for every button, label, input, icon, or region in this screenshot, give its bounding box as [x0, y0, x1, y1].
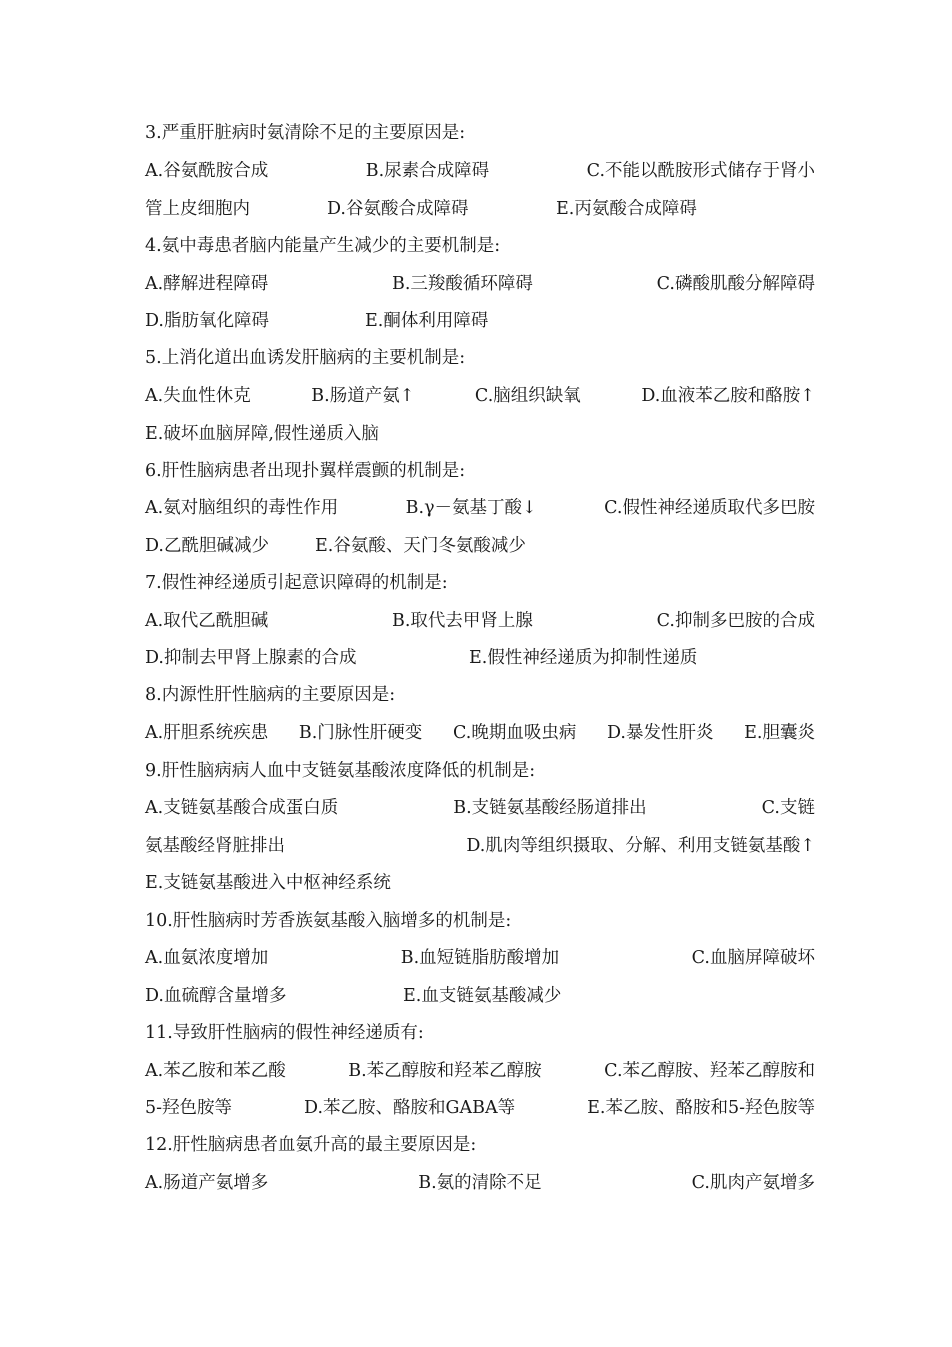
q3-option-d: D.谷氨酸合成障碍: [327, 199, 469, 219]
question-5-stem: 5.上消化道出血诱发肝脑病的主要机制是:: [145, 348, 466, 368]
question-11-options-line2: [145, 1093, 815, 1123]
q7-option-c: C.抑制多巴胺的合成: [656, 611, 815, 631]
q8-option-b: B.门脉性肝硬变: [298, 723, 423, 743]
q6-option-d: D.乙酰胆碱减少: [145, 536, 269, 556]
q6-option-e: E.谷氨酸、天门冬氨酸减少: [315, 536, 526, 556]
question-9-options-line1: [145, 793, 815, 823]
q3-option-a: A.谷氨酰胺合成: [145, 161, 269, 181]
q11-option-a: A.苯乙胺和苯乙酸: [145, 1061, 286, 1081]
q4-option-c: C.磷酸肌酸分解障碍: [656, 274, 815, 294]
question-12-stem: 12.肝性脑病患者血氨升高的最主要原因是:: [145, 1135, 477, 1155]
q6-option-a: A.氨对脑组织的毒性作用: [145, 498, 339, 518]
q4-option-d: D.脂肪氧化障碍: [145, 311, 269, 331]
question-11-options-line1: [145, 1056, 815, 1086]
q9-option-d: D.肌肉等组织摄取、分解、利用支链氨基酸↑: [466, 836, 815, 856]
q12-option-a: A.肠道产氨增多: [145, 1173, 269, 1193]
q9-option-b: B.支链氨基酸经肠道排出: [453, 798, 647, 818]
question-3-options-line1: [145, 156, 815, 186]
q3-option-c-cont: 管上皮细胞内: [145, 199, 250, 219]
q11-option-d: D.苯乙胺、酪胺和GABA等: [304, 1098, 516, 1118]
question-10-options-line1: [145, 943, 815, 973]
question-12-options-line1: [145, 1168, 815, 1198]
question-5-options-line2: [145, 419, 815, 449]
q11-option-e: E.苯乙胺、酪胺和5-羟色胺等: [587, 1098, 815, 1118]
question-4-options-line2: [145, 306, 815, 336]
q7-option-e: E.假性神经递质为抑制性递质: [469, 648, 698, 668]
q11-option-b: B.苯乙醇胺和羟苯乙醇胺: [348, 1061, 542, 1081]
question-11-stem: 11.导致肝性脑病的假性神经递质有:: [145, 1023, 424, 1043]
q4-option-b: B.三羧酸循环障碍: [391, 274, 533, 294]
question-7-options-line2: [145, 643, 815, 673]
q3-option-b: B.尿素合成障碍: [365, 161, 490, 181]
q6-option-c: C.假性神经递质取代多巴胺: [604, 498, 815, 518]
q12-option-c: C.肌肉产氨增多: [691, 1173, 815, 1193]
q5-option-c: C.脑组织缺氧: [474, 386, 581, 406]
question-4-options-line1: [145, 269, 815, 299]
question-3-stem: 3.严重肝脏病时氨清除不足的主要原因是:: [145, 123, 466, 143]
q11-option-c-cont: 5-羟色胺等: [145, 1098, 233, 1118]
q3-option-e: E.丙氨酸合成障碍: [556, 199, 697, 219]
q6-option-b: B.γ－氨基丁酸↓: [405, 498, 537, 518]
q3-option-c: C.不能以酰胺形式储存于肾小: [586, 161, 815, 181]
q9-option-e: E.支链氨基酸进入中枢神经系统: [145, 873, 391, 893]
q7-option-d: D.抑制去甲肾上腺素的合成: [145, 648, 357, 668]
question-6-options-line1: [145, 493, 815, 523]
q8-option-e: E.胆囊炎: [744, 723, 815, 743]
q10-option-d: D.血硫醇含量增多: [145, 986, 287, 1006]
question-4-stem: 4.氨中毒患者脑内能量产生减少的主要机制是:: [145, 236, 501, 256]
question-8-stem: 8.内源性肝性脑病的主要原因是:: [145, 685, 396, 705]
q7-option-a: A.取代乙酰胆碱: [145, 611, 269, 631]
question-9-options-line3: [145, 868, 815, 898]
q4-option-a: A.酵解进程障碍: [145, 274, 269, 294]
q10-option-c: C.血脑屏障破坏: [691, 948, 815, 968]
q8-option-c: C.晚期血吸虫病: [452, 723, 577, 743]
question-10-options-line2: [145, 981, 815, 1011]
q9-option-c-cont: 氨基酸经肾脏排出: [145, 836, 285, 856]
q8-option-a: A.肝胆系统疾患: [145, 723, 269, 743]
question-8-options-line1: [145, 718, 815, 748]
q4-option-e: E.酮体利用障碍: [365, 311, 489, 331]
q11-option-c: C.苯乙醇胺、羟苯乙醇胺和: [604, 1061, 815, 1081]
question-5-options-line1: [145, 381, 815, 411]
question-9-stem: 9.肝性脑病病人血中支链氨基酸浓度降低的机制是:: [145, 761, 536, 781]
q8-option-d: D.暴发性肝炎: [607, 723, 714, 743]
q12-option-b: B.氨的清除不足: [418, 1173, 542, 1193]
q5-option-a: A.失血性休克: [145, 386, 251, 406]
question-9-options-line2: [145, 831, 815, 861]
question-7-options-line1: [145, 606, 815, 636]
q10-option-e: E.血支链氨基酸减少: [403, 986, 562, 1006]
q10-option-b: B.血短链脂肪酸增加: [400, 948, 560, 968]
question-6-options-line2: [145, 531, 815, 561]
q5-option-e: E.破坏血脑屏障,假性递质入脑: [145, 424, 379, 444]
q5-option-d: D.血液苯乙胺和酪胺↑: [641, 386, 815, 406]
q5-option-b: B.肠道产氨↑: [311, 386, 415, 406]
question-7-stem: 7.假性神经递质引起意识障碍的机制是:: [145, 573, 448, 593]
q10-option-a: A.血氨浓度增加: [145, 948, 269, 968]
q7-option-b: B.取代去甲肾上腺: [391, 611, 533, 631]
q9-option-a: A.支链氨基酸合成蛋白质: [145, 798, 339, 818]
question-10-stem: 10.肝性脑病时芳香族氨基酸入脑增多的机制是:: [145, 911, 512, 931]
q9-option-c: C.支链: [761, 798, 815, 818]
question-6-stem: 6.肝性脑病患者出现扑翼样震颤的机制是:: [145, 461, 466, 481]
question-3-options-line2: [145, 194, 815, 224]
